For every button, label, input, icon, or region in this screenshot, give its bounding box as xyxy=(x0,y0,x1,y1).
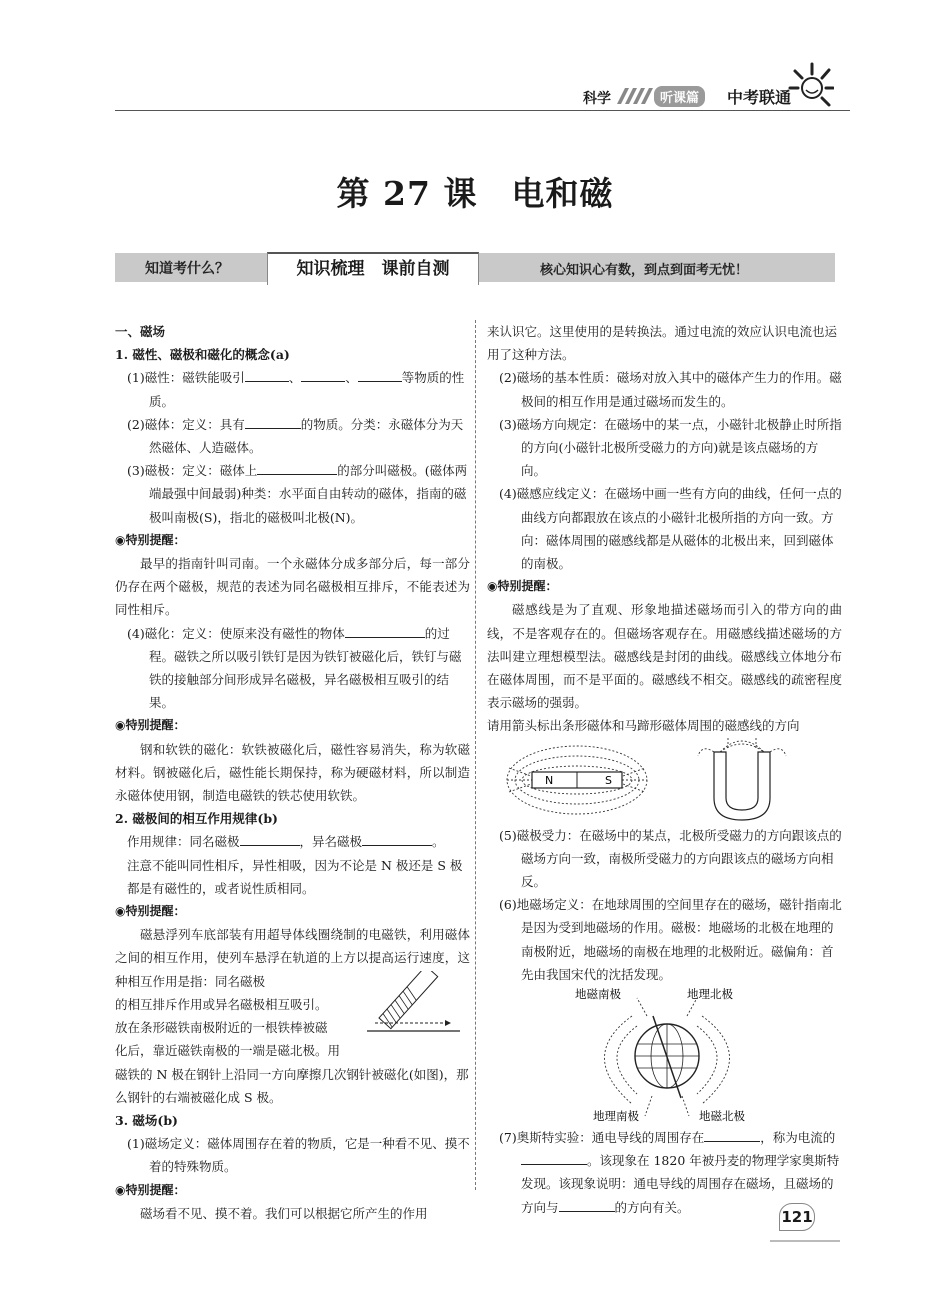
item-field-direction: (3)磁场方向规定：在磁场中的某一点，小磁针北极静止时所指的方向(小磁针北极所受磁力的方向)就是该点磁场的方向。 xyxy=(499,416,842,479)
blank xyxy=(358,367,402,382)
subsection-heading: 2. 磁极间的相互作用规律(b) xyxy=(115,811,278,827)
text: ，异名磁极 xyxy=(299,834,363,850)
text: 、 xyxy=(345,370,358,386)
magnet-field-diagram xyxy=(487,738,842,824)
banner-slogan: 核心知识心有数，到点到面考无忧！ xyxy=(540,263,749,278)
label-geomag-north: 地磁北极 xyxy=(699,1109,745,1124)
note-heading: ◉特别提醒： xyxy=(115,904,186,919)
text: (2)磁体：定义：具有 xyxy=(127,416,245,432)
text: 作用规律：同名磁极 xyxy=(127,834,240,850)
note-heading: ◉特别提醒： xyxy=(115,532,186,547)
header-badge: 听课篇 xyxy=(654,86,705,107)
needle-rubbing-figure xyxy=(365,971,465,1037)
lesson-title: 第 27 课 电和磁 xyxy=(336,174,614,213)
note-text: 最早的指南针叫司南。一个永磁体分成多部分后，每一部分仍存在两个磁极，规范的表述为同名磁极相互排斥，不能表述为同性相斥。 xyxy=(115,556,470,618)
banner-ask: 知道考什么？ xyxy=(145,261,229,277)
text: 的方向有关。 xyxy=(614,1199,690,1215)
note-text: 化后，靠近磁铁南极的一端是磁北极。用 xyxy=(115,1043,341,1059)
blank xyxy=(257,460,337,475)
item-pole-force: (5)磁极受力：在磁场中的某点，北极所受磁力的方向跟该点的磁场方向一致，南极所受磁力的方向跟该点的磁场方向相反。 xyxy=(499,827,842,890)
header-brand: 中考联通 xyxy=(727,88,792,107)
blank xyxy=(245,414,301,429)
column-divider xyxy=(475,320,476,1190)
blank xyxy=(362,831,432,846)
note-text: 磁感线是为了直观、形象地描述磁场而引入的带方向的曲线，不是客观存在的。但磁场客观存在。用磁感线描述磁场的方法叫建立理想模型法。磁感线是封闭的曲线。磁感线立体地分布在磁体周围，而不是平面的。磁感线不相交。磁感线的疏密程度表示磁场的强弱。 xyxy=(487,602,842,711)
figure-prompt: 请用箭头标出条形磁体和马蹄形磁体周围的磁感线的方向 xyxy=(487,718,800,734)
page-number: 121 xyxy=(779,1203,815,1231)
text: 。该现象在 1820 年被丹麦的物理学家奥斯特发现。该现象说明：通电导线的周围存在磁场，且磁场的方向与 xyxy=(521,1153,840,1215)
text: 等物质的性质。 xyxy=(149,370,465,409)
sun-logo-icon xyxy=(784,60,834,112)
item-field-lines: (4)磁感应线定义：在磁场中画一些有方向的曲线，任何一点的曲线方向都跟放在该点的小磁针北极所指的方向一致。方向：磁体周围的磁感线都是从磁体的北极出来，回到磁体的南极。 xyxy=(499,486,842,572)
note-text: 磁铁的 N 极在钢针上沿同一方向摩擦几次钢针被磁化(如图)，那么钢针的右端被磁化成 S 极。 xyxy=(115,1066,469,1105)
pole-rule xyxy=(115,830,470,853)
earth-figure xyxy=(487,986,842,1126)
item-field-property: (2)磁场的基本性质：磁场对放入其中的磁体产生力的作用。磁极间的相互作用是通过磁场而发生的。 xyxy=(499,370,842,409)
bar-s-label: S xyxy=(605,773,612,787)
note-heading: ◉特别提醒： xyxy=(487,579,558,594)
blank xyxy=(245,367,289,382)
text: 的物质。分类：永磁体分为天然磁体、人造磁体。 xyxy=(149,416,464,456)
text: ，称为电流的 xyxy=(760,1130,836,1146)
subsection-heading: 3. 磁场(b) xyxy=(115,1112,178,1128)
blank xyxy=(240,831,300,846)
label-geo-south: 地理南极 xyxy=(593,1109,639,1124)
earth-field-diagram xyxy=(487,986,842,1126)
text: 、 xyxy=(288,370,302,386)
note-text: 磁悬浮列车底部装有用超导体线圈绕制的电磁铁，利用磁体之间的相互作用，使列车悬浮在轨道的上方以提高运行速度，这种相互作用是指：同名磁极 xyxy=(115,927,470,989)
text: (3)磁极：定义：磁体上 xyxy=(127,463,258,479)
text: (7)奥斯特实验：通电导线的周围存在 xyxy=(499,1130,705,1146)
note-text: 放在条形磁铁南极附近的一根铁棒被磁 xyxy=(115,1020,328,1036)
note-text: 钢和软铁的磁化：软铁被磁化后，磁性容易消失，称为软磁材料。钢被磁化后，磁性能长期保持，称为硬磁材料，所以制造永磁体使用钢，制造电磁铁的铁芯使用软铁。 xyxy=(115,741,470,804)
maglev-block xyxy=(115,923,470,1062)
bar-n-label: N xyxy=(545,773,554,787)
text: (1)磁性：磁铁能吸引 xyxy=(127,370,245,386)
blank xyxy=(559,1197,615,1212)
text: 的过程。磁铁之所以吸引铁钉是因为铁钉被磁化后，铁钉与磁铁的接触部分间形成异名磁极，异名磁极相互吸引的结果。 xyxy=(149,625,462,711)
item-magnetization xyxy=(115,622,470,715)
note-heading: ◉特别提醒： xyxy=(115,718,186,733)
section-heading: 一、磁场 xyxy=(115,324,166,339)
subsection-heading: 1. 磁性、磁极和磁化的概念(a) xyxy=(115,347,290,363)
magnets-figure xyxy=(487,738,842,824)
item-magnet xyxy=(115,413,470,459)
banner-tab-label: 知识梳理 课前自测 xyxy=(296,259,450,279)
item-field-definition: (1)磁场定义：磁体周围存在着的物质，它是一种看不见、摸不着的特殊物质。 xyxy=(127,1136,470,1175)
footer-rule xyxy=(770,1240,840,1242)
banner-tab xyxy=(267,252,479,285)
blank xyxy=(345,623,425,638)
note-heading: ◉特别提醒： xyxy=(115,1182,186,1197)
pole-rule-note: 注意不能叫同性相斥，异性相吸，因为不论是 N 极还是 S 极都是有磁性的，或者说性质相同。 xyxy=(127,857,463,896)
item-pole xyxy=(115,459,470,529)
note-text: 磁场看不见、摸不着。我们可以根据它所产生的作用 xyxy=(140,1205,428,1221)
label-geo-north: 地理北极 xyxy=(687,987,733,1002)
header-subject: 科学 xyxy=(583,91,611,107)
item-magnetism xyxy=(115,366,470,412)
left-column xyxy=(115,320,470,1225)
label-geomag-south: 地磁南极 xyxy=(575,987,621,1002)
note-text: 的相互排斥作用或异名磁极相互吸引。 xyxy=(115,996,328,1012)
blank xyxy=(704,1127,760,1142)
right-column xyxy=(487,320,842,1219)
blank xyxy=(521,1150,587,1165)
text: 。 xyxy=(432,834,445,850)
text: 的部分叫磁极。(磁体两端最强中间最弱)种类：水平面自由转动的磁体，指南的磁极叫南极(S)，指北的磁极叫北极(N)。 xyxy=(149,463,468,525)
header-stripes-icon xyxy=(617,88,653,104)
blank xyxy=(301,367,345,382)
header-rule xyxy=(115,110,850,111)
item-earth-field: (6)地磁场定义：在地球周围的空间里存在的磁场，磁针指南北是因为受到地磁场的作用。磁极：地磁场的北极在地理的南极附近，地磁场的南极在地理的北极附近。磁偏角：首先由我国宋代的沈括发现。 xyxy=(499,897,842,982)
text: (4)磁化：定义：使原来没有磁性的物体 xyxy=(127,625,345,641)
continued-text: 来认识它。这里使用的是转换法。通过电流的效应认识电流也运用了这种方法。 xyxy=(487,324,838,363)
